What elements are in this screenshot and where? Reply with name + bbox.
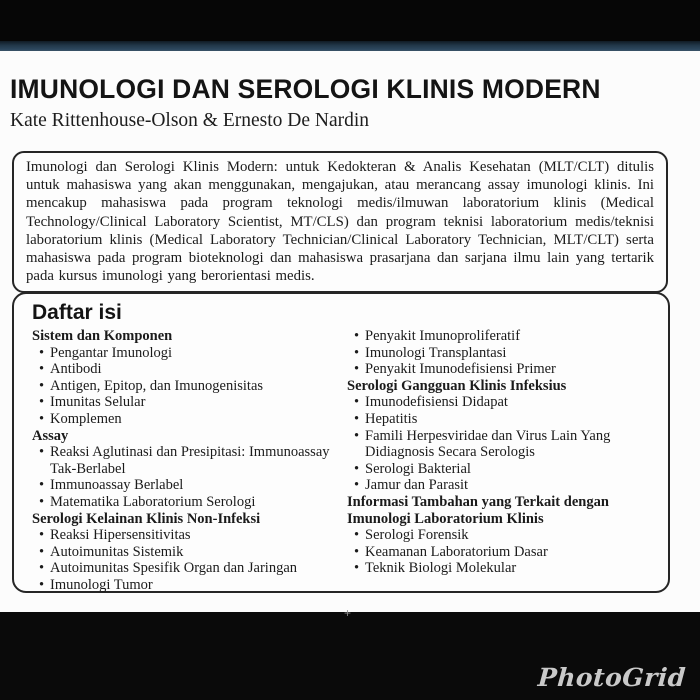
- toc-item: [347, 345, 652, 362]
- table-of-contents-box: [12, 292, 670, 593]
- toc-item-label: Penyakit Imunodefisiensi Primer: [365, 361, 556, 378]
- bullet-icon: •: [354, 361, 360, 378]
- bullet-icon: •: [354, 477, 360, 494]
- toc-item: [32, 411, 347, 428]
- toc-section-header: Sistem dan Komponen: [32, 328, 173, 344]
- toc-right-column: [347, 328, 652, 594]
- bullet-icon: •: [39, 410, 45, 427]
- photogrid-watermark: PhotoGrid: [537, 663, 688, 692]
- toc-item-label: Autoimunitas Spesifik Organ dan Jaringan: [50, 560, 298, 577]
- toc-item-label: Penyakit Imunoproliferatif: [365, 328, 521, 344]
- toc-item: [347, 477, 652, 494]
- toc-item-label: Serologi Bakterial: [365, 460, 471, 477]
- toc-item-label: Imunodefisiensi Didapat: [365, 394, 508, 411]
- toc-columns: [32, 328, 652, 594]
- toc-item-label: Imunologi Tumor: [50, 576, 153, 593]
- toc-item-label: Serologi Forensik: [365, 527, 469, 544]
- toc-item: [32, 494, 347, 511]
- toc-item: [347, 394, 652, 411]
- bullet-icon: •: [354, 344, 360, 361]
- bullet-icon: •: [354, 427, 360, 444]
- toc-heading: Daftar isi: [32, 301, 122, 324]
- toc-item: [347, 411, 652, 428]
- toc-item-label: Keamanan Laboratorium Dasar: [365, 543, 548, 560]
- toc-left-column: [32, 328, 347, 594]
- toc-item: [347, 428, 652, 461]
- description-text: Imunologi dan Serologi Klinis Modern: untuk Kedokteran & Analis Kesehatan (MLT/CLT) ditulis untuk mahasiswa yang akan menggunakan, mengajukan, atau merancang assay imunologi klinis. Ini mencakup mahasiswa pada program teknologi medis/ilmuwan laboratorium klinis (Medical Technology/Clinical Laboratory Scientist, MT/CLS) dan program teknisi laboratorium medis/teknisi laboratorium klinis (Medical Laboratory Technician/Clinical Laboratory Technician, MLT/CLT) serta mahasiswa pada program bioteknologi dan mahasiswa prasarjana dan sarjana ilmu lain yang tertarik pada kursus imunologi yang berorientasi medis.: [26, 159, 654, 285]
- bullet-icon: •: [39, 477, 45, 494]
- authors-line: Kate Rittenhouse-Olson & Ernesto De Nardin: [10, 110, 370, 131]
- bullet-icon: •: [354, 543, 360, 560]
- bullet-icon: •: [39, 527, 45, 544]
- description-box: [12, 151, 668, 293]
- toc-item: [32, 345, 347, 362]
- bullet-icon: •: [39, 576, 45, 593]
- toc-item: [347, 544, 652, 561]
- toc-section-header: Serologi Gangguan Klinis Infeksius: [347, 377, 567, 394]
- toc-item-label: Famili Herpesviridae dan Virus Lain Yang Didiagnosis Secara Serologis: [365, 427, 611, 461]
- toc-item: [32, 378, 347, 395]
- toc-item-label: Imunitas Selular: [50, 394, 146, 411]
- toc-item-label: Reaksi Hipersensitivitas: [50, 527, 191, 544]
- toc-item: [32, 577, 347, 594]
- bullet-icon: •: [39, 361, 45, 378]
- toc-item-label: Antibodi: [50, 361, 102, 378]
- bullet-icon: •: [354, 328, 360, 344]
- toc-item: [32, 444, 347, 477]
- toc-item-label: Autoimunitas Sistemik: [50, 543, 184, 560]
- top-letterbox-bar: [0, 0, 700, 41]
- bullet-icon: •: [354, 527, 360, 544]
- toc-item: [32, 394, 347, 411]
- toc-item: [32, 527, 347, 544]
- toc-item: [347, 560, 652, 577]
- bullet-icon: •: [354, 410, 360, 427]
- page-title: IMUNOLOGI DAN SEROLOGI KLINIS MODERN: [10, 74, 601, 104]
- toc-item-label: Reaksi Aglutinasi dan Presipitasi: Immunoassay Tak-Berlabel: [50, 444, 330, 477]
- toc-item-label: Antigen, Epitop, dan Imunogenisitas: [50, 377, 264, 394]
- toc-item: [32, 477, 347, 494]
- bullet-icon: •: [39, 394, 45, 411]
- toc-section-header: Serologi Kelainan Klinis Non-Infeksi: [32, 510, 261, 527]
- bullet-icon: •: [354, 394, 360, 411]
- toc-section-header: Informasi Tambahan yang Terkait dengan Imunologi Laboratorium Klinis: [347, 493, 609, 527]
- toc-item-label: Komplemen: [50, 410, 122, 427]
- bullet-icon: •: [39, 543, 45, 560]
- toc-item: [32, 560, 347, 577]
- plus-marker: +: [344, 606, 352, 620]
- toc-section-header: Assay: [32, 427, 69, 444]
- toc-item: [32, 361, 347, 378]
- toc-item-label: Matematika Laboratorium Serologi: [50, 493, 256, 510]
- bullet-icon: •: [354, 560, 360, 577]
- bullet-icon: •: [39, 493, 45, 510]
- toc-item-label: Teknik Biologi Molekular: [365, 560, 517, 577]
- toc-item-label: Hepatitis: [365, 410, 418, 427]
- toc-item-label: Jamur dan Parasit: [365, 477, 469, 494]
- toc-item-label: Imunologi Transplantasi: [365, 344, 507, 361]
- bullet-icon: •: [39, 377, 45, 394]
- toc-item: [347, 361, 652, 378]
- bullet-icon: •: [354, 460, 360, 477]
- bullet-icon: •: [39, 560, 45, 577]
- bullet-icon: •: [39, 444, 45, 461]
- toc-item: [347, 461, 652, 478]
- navy-accent-bar: [0, 41, 700, 51]
- toc-item: [32, 544, 347, 561]
- bullet-icon: •: [39, 344, 45, 361]
- toc-item-label: Immunoassay Berlabel: [50, 477, 184, 494]
- toc-item-label: Pengantar Imunologi: [50, 344, 173, 361]
- toc-item: [347, 527, 652, 544]
- toc-item: [347, 328, 652, 345]
